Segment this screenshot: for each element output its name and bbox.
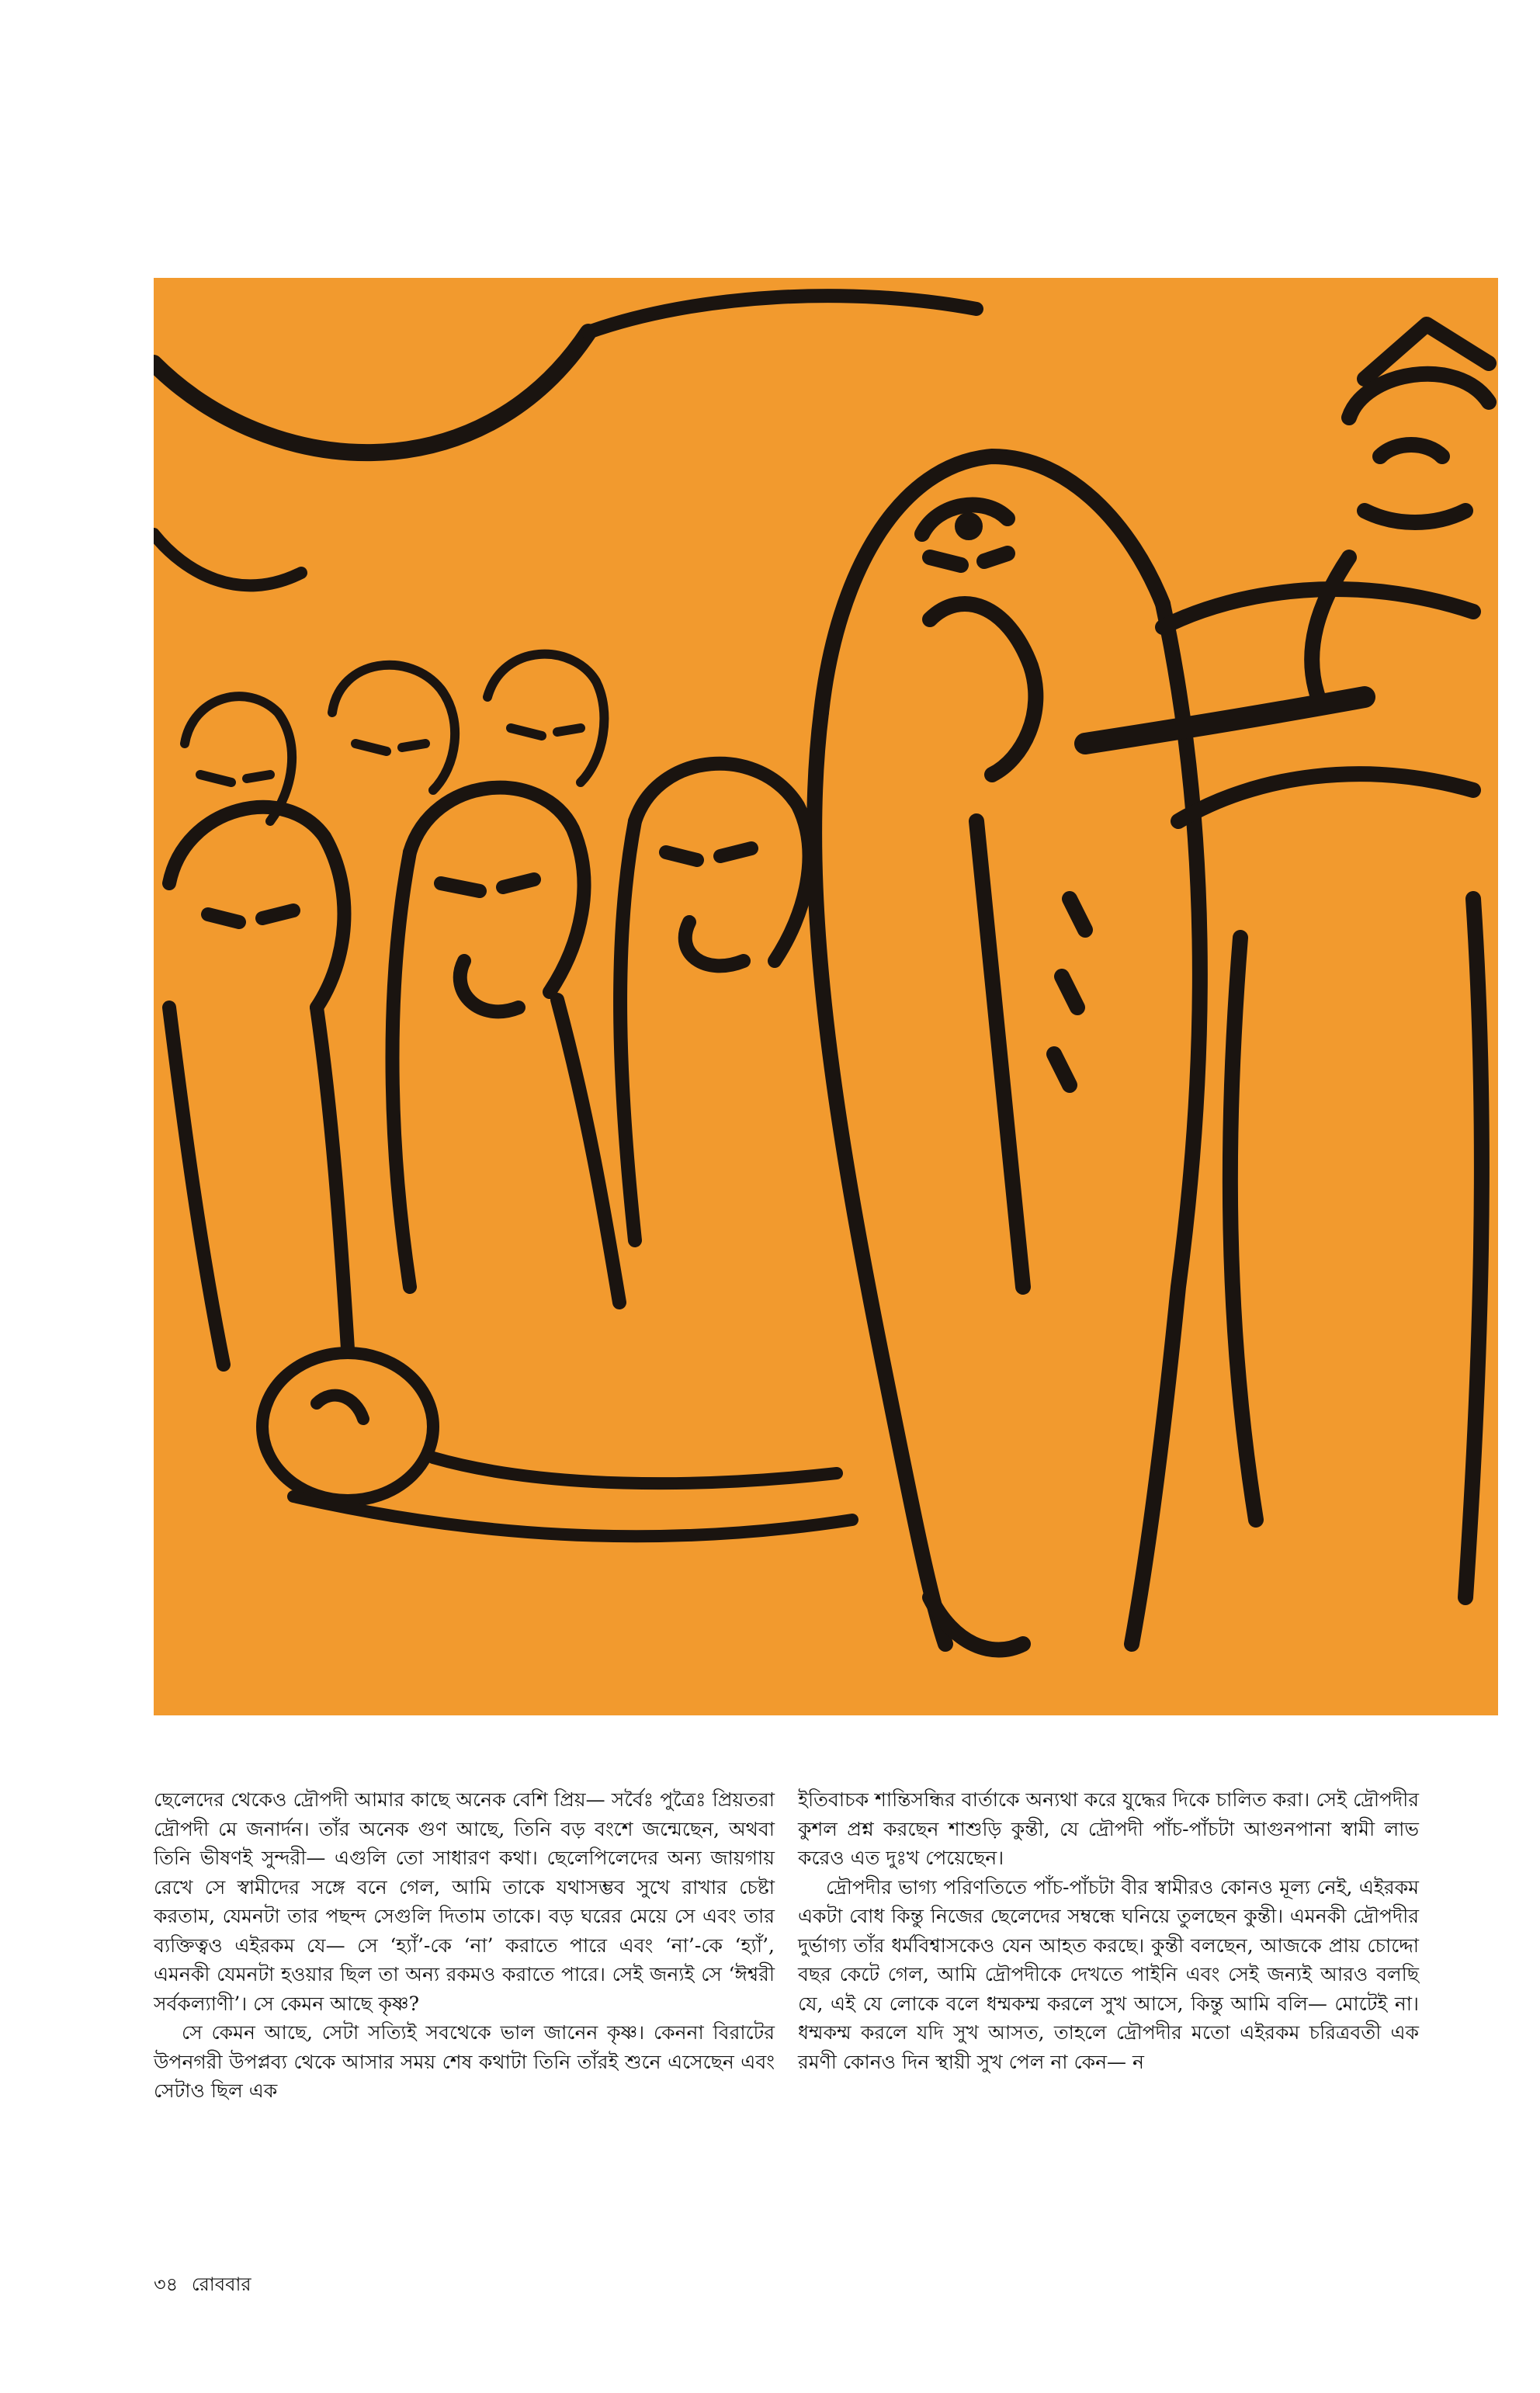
canopy-swag [154, 332, 588, 453]
text-column-left [154, 1785, 775, 2106]
paragraph: সে কেমন আছে, সেটা সত্যিই সবথেকে ভাল জানেন কৃষ্ণ। কেননা বিরাটের উপনগরী উপপ্লব্য থেকে আসার সময় শেষ কথাটা তিনি তাঁরই শুনে এসেছেন এবং সেটাও ছিল এক [154, 2021, 775, 2102]
lying-figure [262, 1353, 852, 1536]
magazine-name: রোববার [191, 2273, 251, 2295]
page-footer [154, 2273, 251, 2296]
paragraph: দ্রৌপদীর ভাগ্য পরিণতিতে পাঁচ-পাঁচটা বীর স্বামীরও কোনও মূল্য নেই, এইরকম একটা বোধ কিন্তু নিজের ছেলেদের সম্বন্ধে ঘনিয়ে তুলছেন কুন্তী। এমনকী দ্রৌপদীর দুর্ভাগ্য তাঁর ধর্মবিশ্বাসকেও যেন আহত করছে। কুন্তী বলছেন, আজকে প্রায় চোদ্দো বছর কেটে গেল, আমি দ্রৌপদীকে দেখতে পাইনি এবং সেই জন্যই আরও বলছি যে, এই যে লোকে বলে ধম্মকম্ম করলে সুখ আসে, কিন্তু আমি বলি— মোটেই না। ধম্মকম্ম করলে যদি সুখ আসত, তাহলে দ্রৌপদীর মতো এইরকম চরিত্রবতী এক রমণী কোনও দিন স্থায়ী সুখ পেল না কেন— ন [798, 1875, 1419, 2073]
crowned-man [1085, 324, 1489, 1597]
text-column-right [798, 1785, 1419, 2076]
paragraph: ইতিবাচক শান্তিসন্ধির বার্তাকে অন্যথা করে যুদ্ধের দিকে চালিত করা। সেই দ্রৌপদীর কুশল প্রশ্ন করছেন শাশুড়ি কুন্তী, যে দ্রৌপদী পাঁচ-পাঁচটা আগুনপানা স্বামী লাভ করেও এত দুঃখ পেয়েছেন। [798, 1788, 1419, 1869]
canopy-swag [154, 534, 301, 585]
standing-woman [814, 456, 1200, 1650]
page-number: ৩৪ [154, 2273, 179, 2295]
canopy-swag [588, 296, 976, 332]
paragraph: ছেলেদের থেকেও দ্রৌপদী আমার কাছে অনেক বেশি প্রিয়— সর্বৈঃ পুত্রৈঃ প্রিয়তরা দ্রৌপদী মে জনার্দন। তাঁর অনেক গুণ আছে, তিনি বড় বংশে জন্মেছেন, অথবা তিনি ভীষণই সুন্দরী— এগুলি তো সাধারণ কথা। ছেলেপিলেদের অন্য জায়গায় রেখে সে স্বামীদের সঙ্গে বনে গেল, আমি তাকে যথাসম্ভব সুখে রাখার চেষ্টা করতাম, যেমনটা তার পছন্দ সেগুলি দিতাম তাকে। বড় ঘরের মেয়ে সে এবং তার ব্যক্তিত্বও এইরকম যে— সে ‘হ্যাঁ’-কে ‘না’ করাতে পারে এবং ‘না’-কে ‘হ্যাঁ’, এমনকী যেমনটা হওয়ার ছিল তা অন্য রকমও করাতে পারে। সেই জন্যই সে ‘ঈশ্বরী সর্বকল্যাণী’। সে কেমন আছে কৃষ্ণ? [154, 1788, 775, 2015]
front-row-women [169, 764, 809, 1365]
illustration [154, 278, 1498, 1715]
